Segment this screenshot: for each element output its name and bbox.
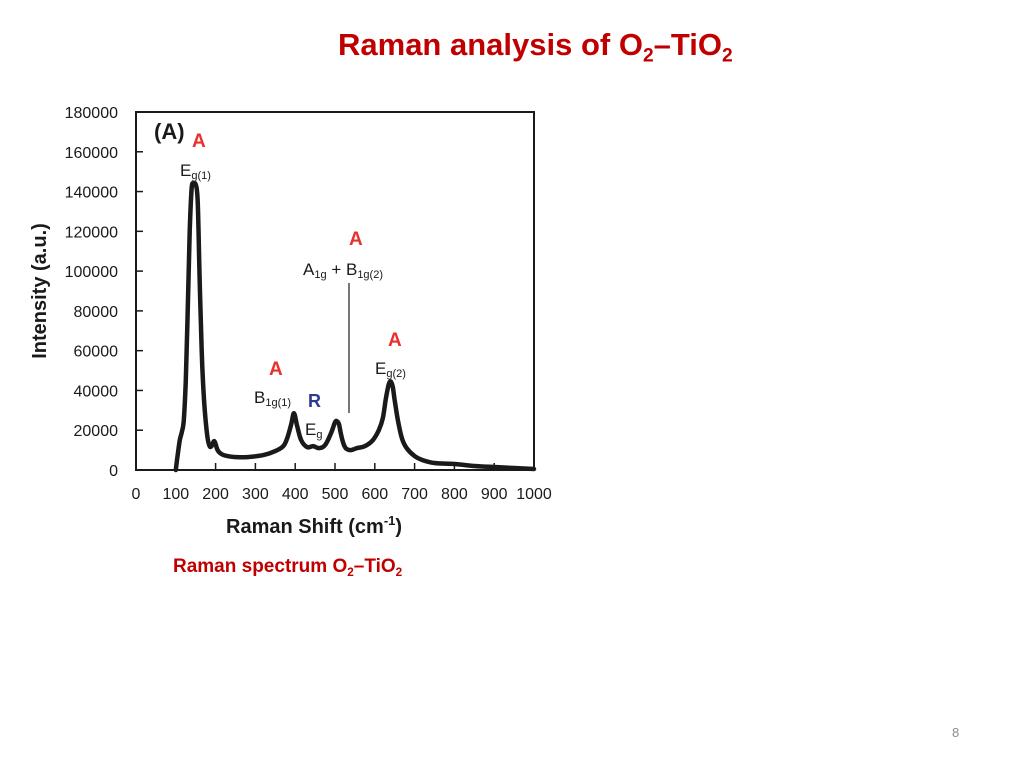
y-tick-label: 0 [109,463,118,480]
y-tick-label: 120000 [64,224,118,242]
y-tick-label: 40000 [73,383,118,401]
x-tick-label: 0 [131,486,141,503]
x-tick-label: 300 [242,486,269,503]
title-text-mid: –TiO [653,27,722,62]
x-tick-label: 1000 [516,486,552,503]
y-tick-label: 180000 [64,105,118,122]
mode-symbol: E [305,420,317,439]
y-tick-label: 100000 [64,264,118,282]
anatase-marker: A [349,229,363,250]
y-tick-label: 160000 [64,144,118,162]
mode-label-eg2 [375,359,406,380]
x-tick-label: 500 [321,486,349,503]
title-subscript: 2 [721,45,733,67]
y-tick-label: 20000 [73,423,118,441]
y-tick-label: 140000 [64,184,118,202]
x-axis-title [226,513,402,538]
x-axis-label: Raman Shift (cm [226,516,384,538]
annotation-eg2 [375,330,406,380]
figure-caption [173,556,402,578]
raman-chart [20,95,560,550]
mode-symbol: B [345,260,358,279]
mode-label-a1g-b1g2 [303,260,383,281]
caption-subscript: 2 [395,566,403,580]
caption-text-mid: –TiO [353,556,396,577]
y-axis-ticks [65,105,143,480]
y-axis-title: Intensity (a.u.) [29,223,51,359]
mode-label-eg1 [180,161,211,182]
mode-subscript: g(2) [386,368,406,380]
mode-symbol: E [180,161,192,180]
plot-frame [136,112,534,470]
x-tick-label: 200 [202,486,229,503]
mode-subscript: 1g(1) [265,397,292,409]
annotation-a1g-b1g2 [303,229,383,413]
x-tick-label: 700 [401,486,428,503]
caption-subscript: 2 [347,566,354,580]
x-tick-label: 100 [162,486,190,503]
x-tick-label: 600 [361,486,389,503]
title-subscript: 2 [642,45,654,67]
mode-subscript: 1g(2) [357,269,383,281]
raman-chart-svg [20,95,560,545]
anatase-marker: A [388,330,402,351]
x-tick-label: 400 [281,486,309,503]
panel-label: (A) [154,119,185,144]
annotation-eg1 [180,131,211,182]
slide-title [338,26,733,67]
mode-label-rutile-eg [305,420,322,441]
y-tick-label: 60000 [73,343,118,361]
mode-subscript: g(1) [191,170,211,182]
mode-joiner: + [326,260,346,279]
page-number: 8 [952,725,960,740]
x-tick-label: 800 [441,486,468,503]
mode-symbol: A [303,260,315,279]
title-text: Raman analysis of O [338,27,643,62]
anatase-marker: A [192,131,206,152]
mode-symbol: B [254,388,266,407]
y-tick-label: 80000 [73,303,118,321]
mode-subscript: g [316,429,323,441]
mode-symbol: E [375,359,387,378]
annotation-rutile-eg [305,391,322,441]
mode-label-b1g1 [254,388,291,409]
annotation-b1g1 [254,359,291,409]
x-tick-label: 900 [480,486,508,503]
rutile-marker: R [308,391,321,411]
caption-text: Raman spectrum O [173,556,348,577]
x-axis-label-superscript: -1 [383,513,396,528]
raman-spectrum-line [176,183,534,470]
x-axis-label-close: ) [395,516,403,538]
anatase-marker: A [269,359,283,380]
mode-subscript: 1g [314,269,327,281]
